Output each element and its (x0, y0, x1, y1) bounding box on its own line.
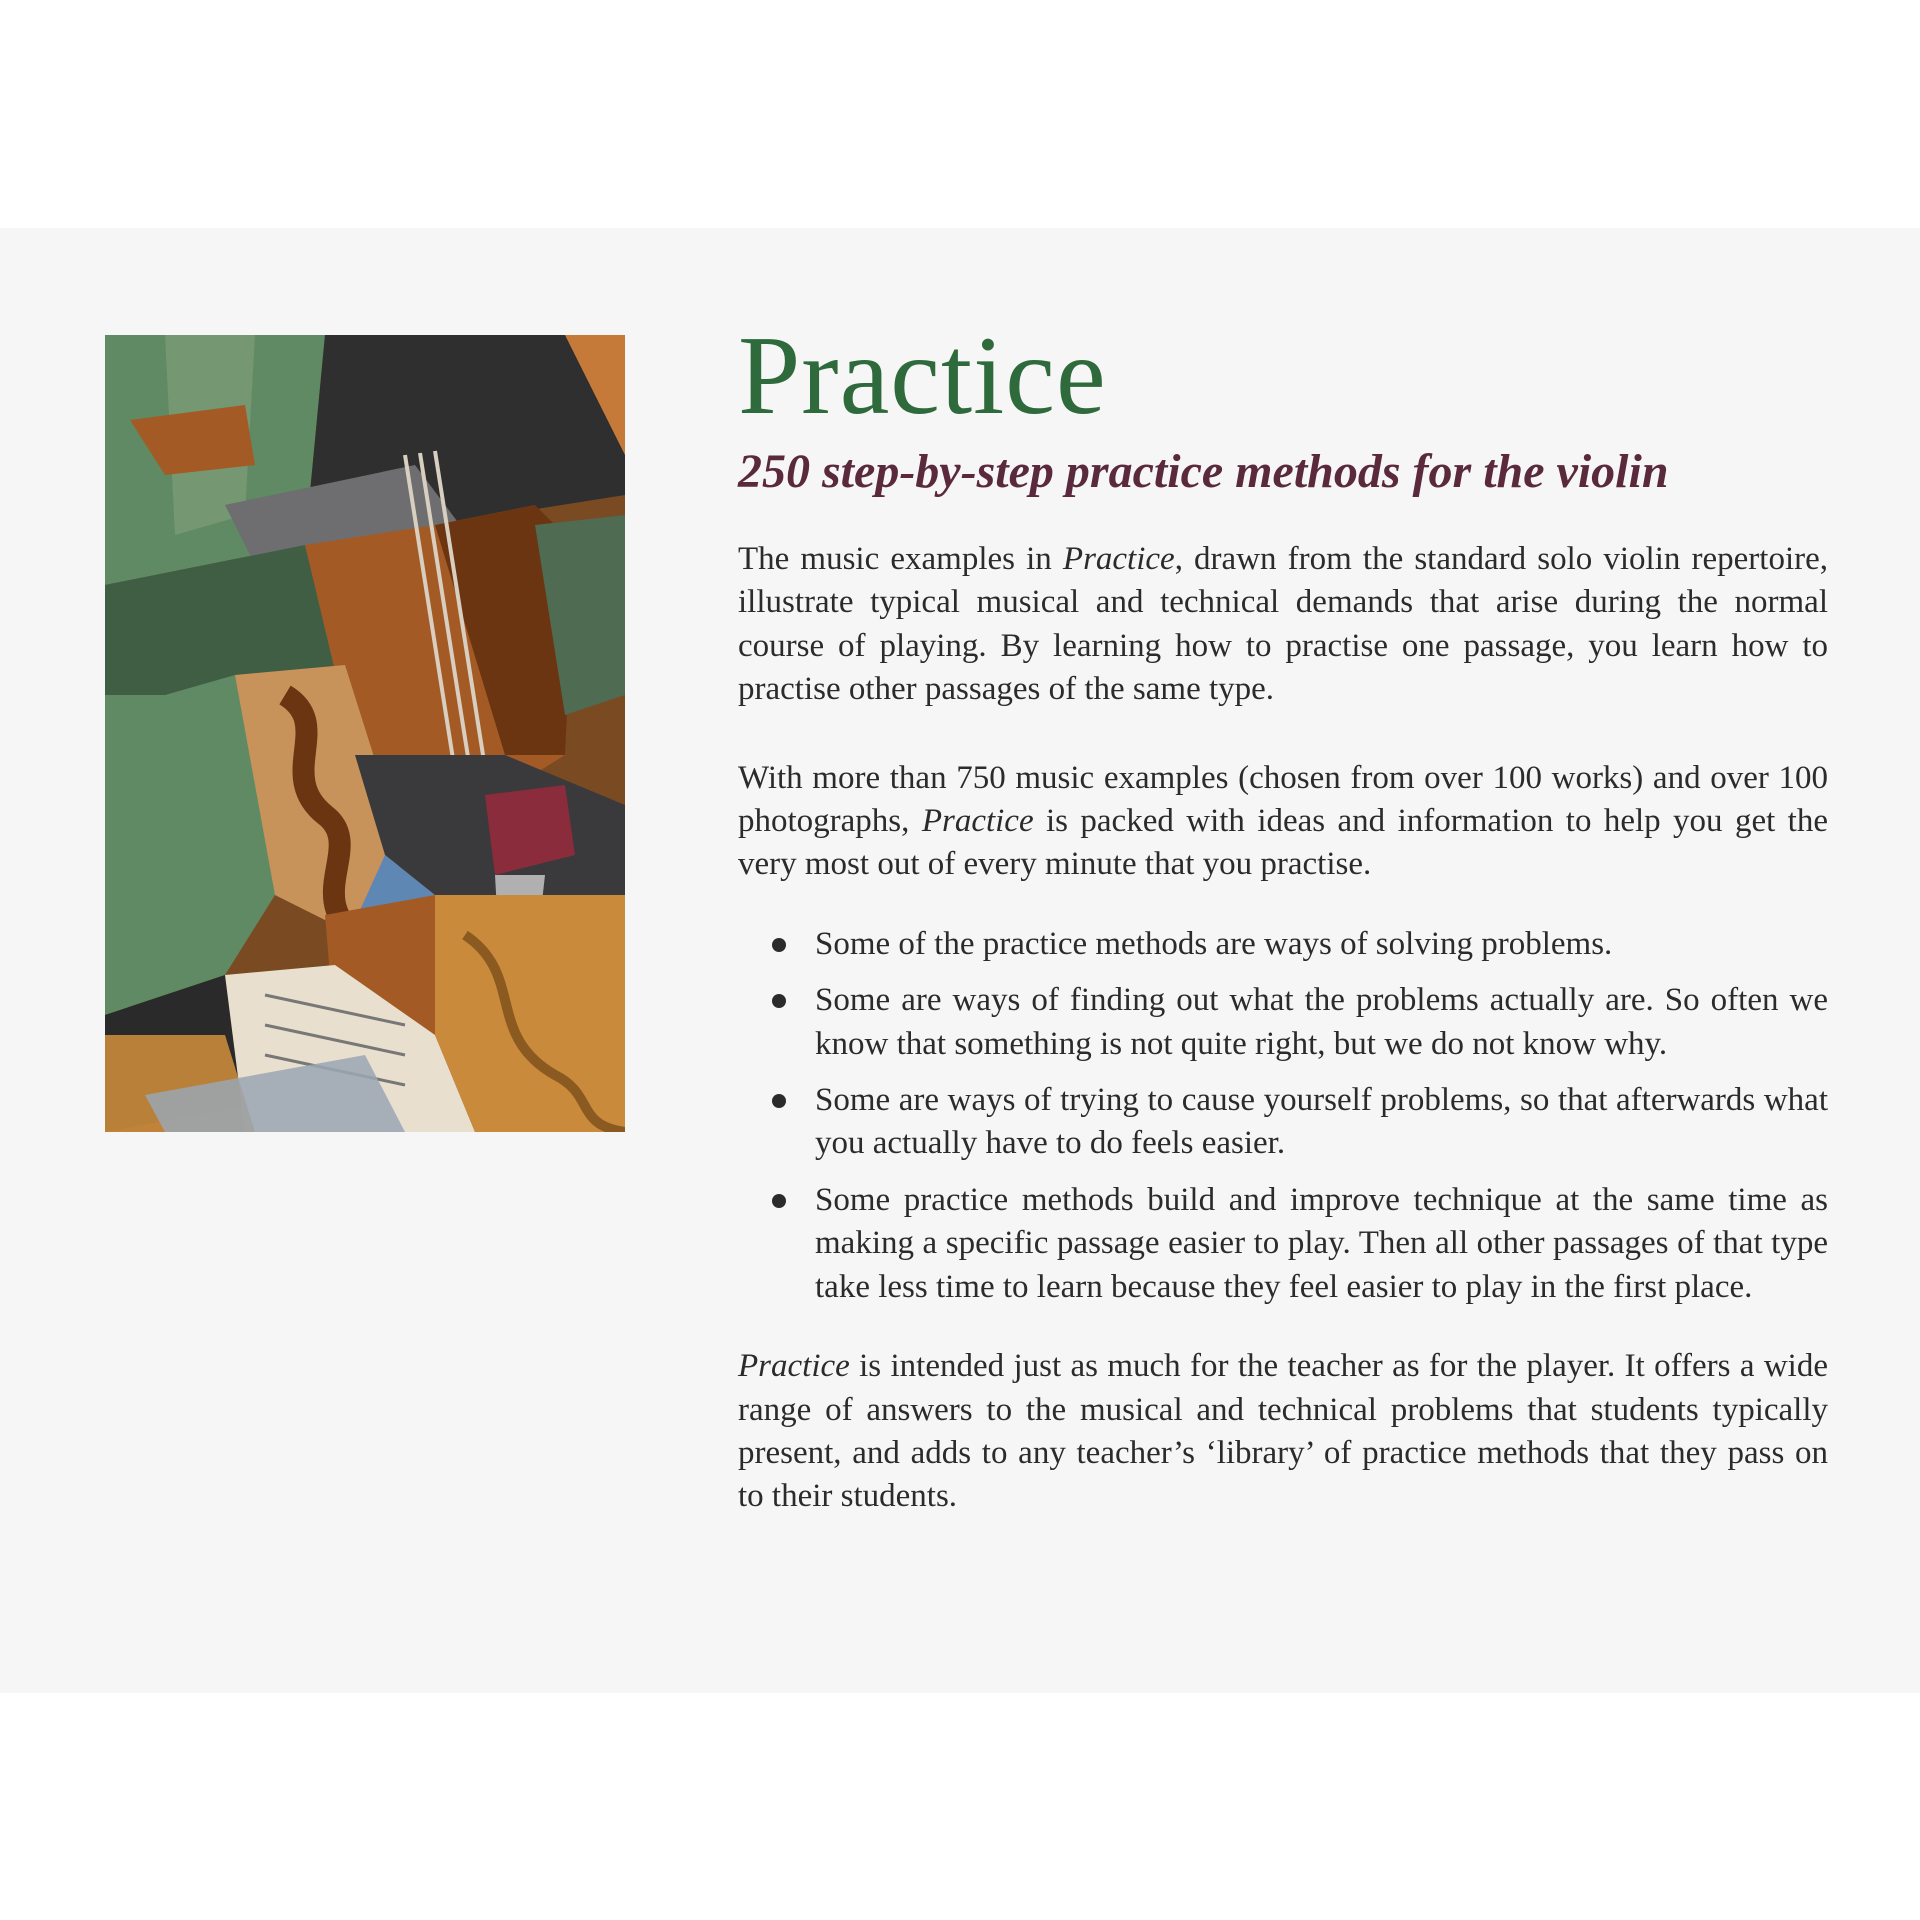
paragraph-intro-text-2: , drawn from the standard solo violin repertoire, illustrate typical musical and technical demands that arise during the normal course of playing. By learning how to practise one passage, you learn how to practise other passages of the same type. (738, 541, 1828, 708)
list-item (738, 1179, 1828, 1309)
page-subtitle: 250 step-by-step practice methods for the violin (738, 445, 1669, 498)
painting-artwork (105, 335, 625, 1132)
book-title-italic: Practice (921, 803, 1034, 840)
paragraph-examples-text-1: With more than 750 music examples (chosen from over 100 works) and over 100 photographs, (738, 759, 1828, 840)
paragraph-examples (738, 757, 1828, 887)
paragraph-teacher (738, 1345, 1828, 1519)
paragraph-examples-text-2: is packed with ideas and information to help you get the very most out of every minute that you practise. (738, 803, 1828, 883)
book-title-italic: Practice (1062, 541, 1175, 577)
list-item-text: Some are ways of finding out what the problems actually are. So often we know that something is not quite right, but we do not know why. (815, 982, 1828, 1062)
list-item-text: Some practice methods build and improve technique at the same time as making a specific passage easier to play. Then all other passages of that type take less time to learn because they feel easier to play in the first place. (815, 1181, 1828, 1305)
book-title-italic: Practice (738, 1348, 850, 1385)
bullet-icon (772, 1094, 786, 1108)
list-item (738, 1079, 1828, 1166)
list-item-text: Some are ways of trying to cause yourself problems, so that afterwards what you actually have to do feels easier. (815, 1082, 1828, 1162)
bullet-icon (772, 1194, 786, 1208)
paragraph-intro-text-1: The music examples in (738, 541, 1063, 577)
bullet-icon (772, 938, 786, 952)
methods-list (738, 923, 1828, 1309)
body-text (738, 538, 1828, 1519)
bullet-icon (772, 994, 786, 1008)
paragraph-teacher-text: is intended just as much for the teacher as for the player. It offers a wide range of answers to the musical and technical problems that students typically present, and adds to any teacher’s ‘library’ of practice methods that they pass on to their students. (738, 1348, 1828, 1515)
paragraph-intro (738, 538, 1828, 712)
page-title: Practice (738, 314, 1107, 438)
list-item (738, 923, 1828, 966)
cubist-violin-painting (105, 335, 625, 1132)
list-item (738, 979, 1828, 1066)
list-item-text: Some of the practice methods are ways of solving problems. (815, 925, 1613, 962)
